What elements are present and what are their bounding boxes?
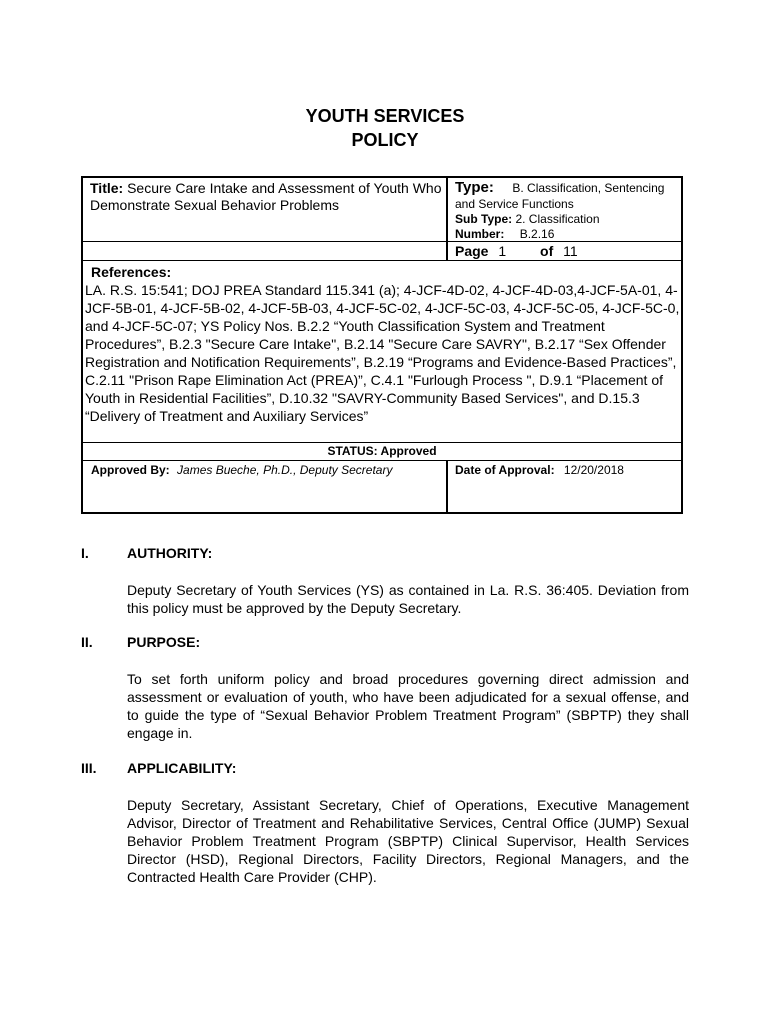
date-label: Date of Approval:	[455, 463, 555, 477]
subtype-row	[455, 212, 681, 227]
type-value-line-2: and Service Functions	[455, 197, 574, 211]
references-label: References:	[91, 264, 172, 280]
section-number: I.	[81, 545, 89, 561]
section-body: Deputy Secretary of Youth Services (YS) as contained in La. R.S. 36:405. Deviation from this policy must be approved by the Deputy Secretary.	[127, 582, 689, 616]
heading-line-1: YOUTH SERVICES	[305, 106, 465, 126]
section-title: AUTHORITY:	[127, 545, 213, 561]
date-value: 12/20/2018	[563, 463, 624, 477]
page-cell	[455, 242, 578, 260]
subtype-label: Sub Type:	[455, 212, 513, 226]
section-number: II.	[81, 634, 93, 650]
status-text: STATUS: Approved	[327, 444, 437, 458]
references-cell	[85, 263, 681, 425]
section-body: Deputy Secretary, Assistant Secretary, Chief of Operations, Executive Management Advisor, Director of Treatment and Rehabilitative Services, Central Office (JUMP) Sexual Behavior Problem Treatment Program (SBPTP) Clinical Supervisor, Health Services Director (HSD), Regional Directors, Facility Directors, Regional Managers, and the Contracted Health Care Provider (CHP).	[127, 797, 689, 885]
table-divider-bottom	[446, 460, 448, 514]
type-cell	[455, 179, 681, 242]
references-text: LA. R.S. 15:541; DOJ PREA Standard 115.341 (a); 4-JCF-4D-02, 4-JCF-4D-03,4-JCF-5A-01, 4-JCF-5B-01, 4-JCF-5B-02, 4-JCF-5B-03, 4-JCF-5C-02, 4-JCF-5C-03, 4-JCF-5C-05, 4-JCF-5C-0, and 4-JCF-5C-07; YS Policy Nos. B.2.2 “Youth Classification System and Treatment Procedures”, B.2.3 "Secure Care Intake", B.2.14 "Secure Care SAVRY", B.2.17 “Sex Offender Registration and Notification Requirements”, B.2.19 “Programs and Evidence-Based Practices”, C.2.11 "Prison Rape Elimination Act (PREA)”, C.4.1 "Furlough Process ", D.9.1 “Placement of Youth in Residential Facilities”, D.10.32 "SAVRY-Community Based Services", and D.15.3 “Delivery of Treatment and Auxiliary Services”	[85, 282, 680, 424]
title-cell	[90, 180, 450, 214]
page-label: Page	[455, 243, 489, 259]
section-body: To set forth uniform policy and broad procedures governing direct admission and assessment or evaluation of youth, who have been adjudicated for a sexual offense, and to guide the type of “Sexual Behavior Problem Treatment Program” (SBPTP) they shall engage in.	[127, 671, 689, 741]
heading-line-2: POLICY	[351, 130, 419, 150]
table-rule-2	[83, 260, 681, 261]
approved-by-label: Approved By:	[91, 463, 170, 477]
of-value: 11	[563, 243, 578, 259]
section-title: APPLICABILITY:	[127, 760, 237, 776]
subtype-value: 2. Classification	[515, 212, 600, 226]
approved-by-cell	[91, 462, 392, 478]
number-value: B.2.16	[519, 227, 555, 241]
document-heading	[0, 104, 770, 152]
table-rule-4	[83, 460, 681, 461]
type-label: Type:	[455, 179, 494, 196]
date-of-approval-cell	[455, 462, 624, 478]
policy-info-table	[81, 176, 683, 514]
title-value: Secure Care Intake and Assessment of Youth Who Demonstrate Sexual Behavior Problems	[90, 180, 442, 213]
number-row	[455, 227, 681, 242]
of-label: of	[540, 243, 554, 259]
page-value: 1	[498, 243, 507, 259]
section-number: III.	[81, 760, 97, 776]
section-title: PURPOSE:	[127, 634, 201, 650]
type-value-line-1: B. Classification, Sentencing	[512, 181, 665, 195]
number-label: Number:	[455, 227, 505, 241]
title-label: Title:	[90, 180, 124, 196]
approved-by-value: James Bueche, Ph.D., Deputy Secretary	[177, 463, 393, 477]
